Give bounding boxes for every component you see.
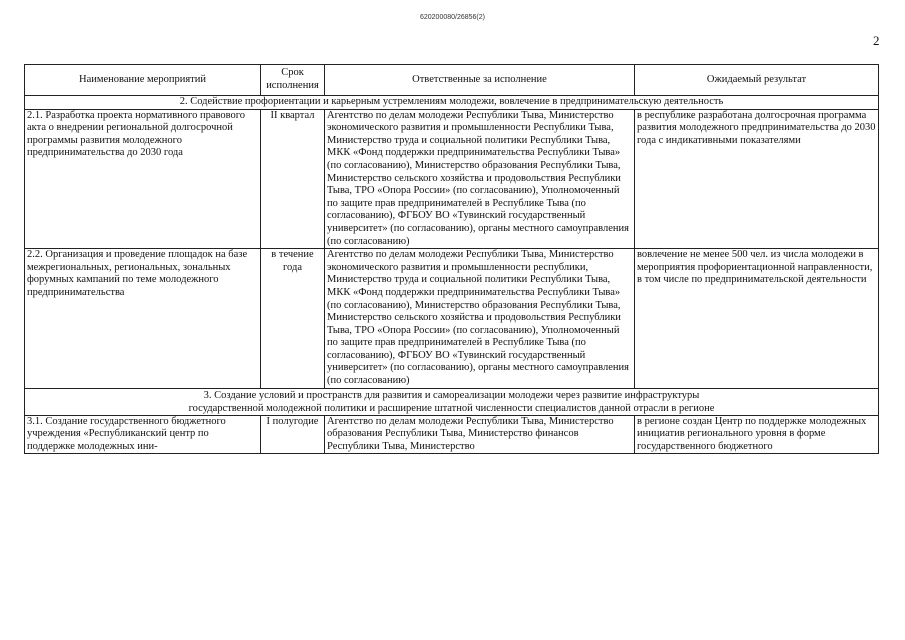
section-heading-row: [25, 388, 879, 415]
page-number: 2: [873, 33, 880, 48]
table-row: [25, 109, 879, 249]
row-responsible: Агентство по делам молодежи Республики Тыва, Министерство экономического развития и промышленности Республики Тыва, Министерство труда и социальной политики Республики Тыва, МКК «Фонд поддержки предпринимательства Республики Тыва» (по согласованию), Министерство образования Республики Тыва, Министерство сельского хозяйства и продовольствия Республики Тыва, ТРО «Опора России» (по согласованию), Уполномоченный по защите прав предпринимателей в Республике Тыва (по согласованию), ФГБОУ ВО «Тувинский государственный университет» (по согласованию), органы местного самоуправления (по согласованию): [325, 109, 635, 249]
row-result: вовлечение не менее 500 чел. из числа молодежи в мероприятия профориентационной направленности, в том числе по предпринимательской деятельности: [635, 249, 879, 389]
events-table: [24, 64, 879, 454]
row-result: в республике разработана долгосрочная программа развития молодежного предпринимательства до 2030 года с индикативными показателями: [635, 109, 879, 249]
row-responsible: Агентство по делам молодежи Республики Тыва, Министерство экономического развития и промышленности республики, Министерство труда и социальной политики Республики Тыва, МКК «Фонд поддержки предпринимательства Республики Тыва» (по согласованию), Министерство образования Республики Тыва, Министерство сельского хозяйства и продовольствия Республики Тыва, ТРО «Опора России» (по согласованию), Уполномоченный по защите прав предпринимателей в Республике Тыва (по согласованию), ФГБОУ ВО «Тувинский государственный университет» (по согласованию), органы местного самоуправления (по согласованию): [325, 249, 635, 389]
header-responsible: Ответственные за исполнение: [325, 65, 635, 96]
row-result: в регионе создан Центр по поддержке молодежных инициатив регионального уровня в форме государственного бюджетного: [635, 415, 879, 454]
row-term: II квартал: [261, 109, 325, 249]
row-name: 2.1. Разработка проекта нормативного правового акта о внедрении региональной долгосрочной программы развития молодежного предпринимательства до 2030 года: [25, 109, 261, 249]
header-result: Ожидаемый результат: [635, 65, 879, 96]
section-2-title: 2. Содействие профориентации и карьерным устремлениям молодежи, вовлечение в предпринимательскую деятельность: [25, 96, 879, 110]
document-id: 620200080/26856(2): [419, 14, 485, 21]
row-term: I полугодие: [261, 415, 325, 454]
header-name: Наименование мероприятий: [25, 65, 261, 96]
header-term: Срок исполнения: [261, 65, 325, 96]
row-name: 3.1. Создание государственного бюджетного учреждения «Республиканский центр по поддержке молодежных ини-: [25, 415, 261, 454]
section-3-title: [25, 388, 879, 415]
row-name: 2.2. Организация и проведение площадок на базе межрегиональных, региональных, зональных форумных кампаний по теме молодежного предпринимательства: [25, 249, 261, 389]
table-row: [25, 415, 879, 454]
section-3-title-line-1: 3. Создание условий и пространств для развития и самореализации молодежи через развитие инфраструктуры: [203, 389, 700, 401]
section-3-title-line-2: государственной молодежной политики и расширение штатной численности специалистов данной отрасли в регионе: [188, 402, 715, 414]
row-responsible: Агентство по делам молодежи Республики Тыва, Министерство образования Республики Тыва, Министерство финансов Республики Тыва, Министерство: [325, 415, 635, 454]
row-term: в течение года: [261, 249, 325, 389]
table-header-row: [25, 65, 879, 96]
table-row: [25, 249, 879, 389]
section-heading-row: [25, 96, 879, 110]
